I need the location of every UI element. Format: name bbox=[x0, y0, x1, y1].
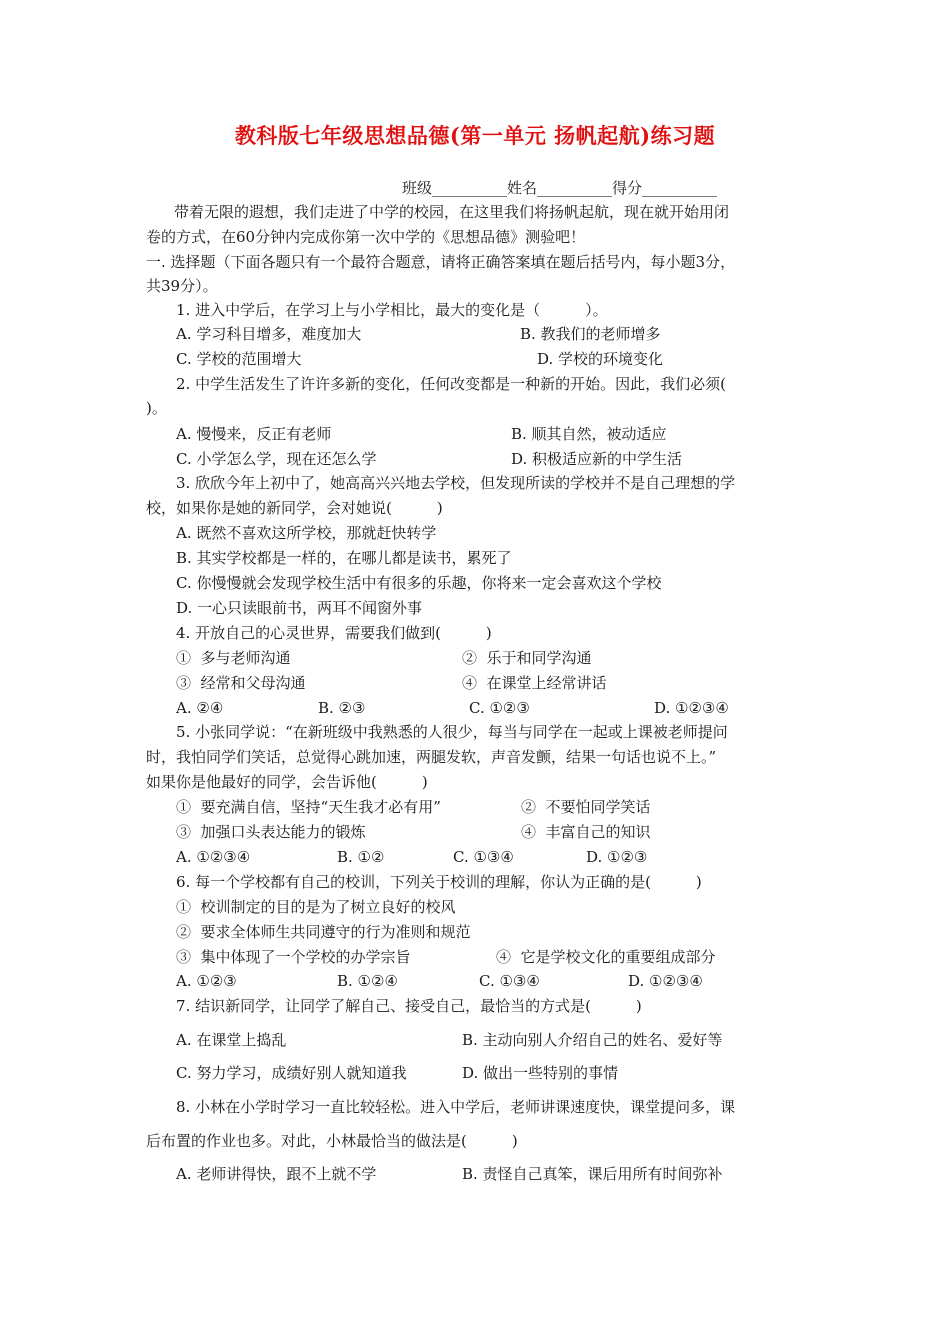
question-4-statement-4: ④ 在课堂上经常讲话 bbox=[462, 674, 607, 692]
question-3-cont: 校，如果你是她的新同学，会对她说( ) bbox=[146, 499, 443, 517]
question-7-option-a: A. 在课堂上捣乱 bbox=[176, 1031, 287, 1049]
question-6-statement-4: ④ 它是学校文化的重要组成部分 bbox=[496, 948, 716, 966]
section-heading: 一. 选择题（下面各题只有一个最符合题意，请将正确答案填在题后括号内，每小题3分， bbox=[146, 253, 736, 271]
section-heading: 共39分）。 bbox=[146, 277, 218, 295]
question-2-option-a: A. 慢慢来，反正有老师 bbox=[176, 425, 332, 443]
intro-text: 卷的方式，在60分钟内完成你第一次中学的《思想品德》测验吧！ bbox=[146, 228, 586, 246]
question-5-statement-4: ④ 丰富自己的知识 bbox=[521, 823, 651, 841]
question-5-option-d: D. ①②③ bbox=[586, 848, 648, 866]
question-1-option-d: D. 学校的环境变化 bbox=[537, 350, 664, 368]
question-2: 2. 中学生活发生了许许多新的变化，任何改变都是一种新的开始。因此，我们必须( bbox=[176, 375, 726, 393]
intro-text: 带着无限的遐想，我们走进了中学的校园，在这里我们将扬帆起航，现在就开始用闭 bbox=[174, 203, 730, 221]
question-5-statement-2: ② 不要怕同学笑话 bbox=[521, 798, 651, 816]
question-7-option-b: B. 主动向别人介绍自己的姓名、爱好等 bbox=[462, 1031, 723, 1049]
question-4-option-d: D. ①②③④ bbox=[654, 699, 729, 717]
question-2-cont: )。 bbox=[146, 399, 167, 417]
question-5-option-b: B. ①② bbox=[337, 848, 385, 866]
question-2-option-d: D. 积极适应新的中学生活 bbox=[511, 450, 683, 468]
question-4-statement-2: ② 乐于和同学沟通 bbox=[462, 649, 592, 667]
question-6-statement-2: ② 要求全体师生共同遵守的行为准则和规范 bbox=[176, 923, 471, 941]
question-6-option-b: B. ①②④ bbox=[337, 972, 398, 990]
question-7: 7. 结识新同学，让同学了解自己、接受自己，最恰当的方式是( ) bbox=[176, 997, 642, 1015]
question-5-statement-1: ① 要充满自信，坚持“天生我才必有用” bbox=[176, 798, 441, 816]
document-title: 教科版七年级思想品德(第一单元 扬帆起航)练习题 bbox=[234, 123, 716, 148]
question-8: 8. 小林在小学时学习一直比较轻松。进入中学后，老师讲课速度快，课堂提问多，课 bbox=[176, 1098, 736, 1116]
question-6-option-d: D. ①②③④ bbox=[628, 972, 703, 990]
student-info-line: 班级__________姓名__________得分__________ bbox=[402, 179, 718, 197]
question-5: 5. 小张同学说：“在新班级中我熟悉的人很少，每当与同学在一起或上课被老师提问 bbox=[176, 723, 728, 741]
question-8-cont: 后布置的作业也多。对此，小林最恰当的做法是( ) bbox=[146, 1132, 518, 1150]
question-4-option-b: B. ②③ bbox=[318, 699, 366, 717]
question-2-option-b: B. 顺其自然，被动适应 bbox=[511, 425, 667, 443]
question-7-option-c: C. 努力学习，成绩好别人就知道我 bbox=[176, 1064, 407, 1082]
question-1-option-a: A. 学习科目增多，难度加大 bbox=[176, 325, 362, 343]
question-5-statement-3: ③ 加强口头表达能力的锻炼 bbox=[176, 823, 366, 841]
question-3: 3. 欣欣今年上初中了，她高高兴兴地去学校，但发现所读的学校并不是自己理想的学 bbox=[176, 474, 736, 492]
question-1-option-b: B. 教我们的老师增多 bbox=[520, 325, 661, 343]
question-6-statement-1: ① 校训制定的目的是为了树立良好的校风 bbox=[176, 898, 456, 916]
question-1: 1. 进入中学后，在学习上与小学相比，最大的变化是（ ）。 bbox=[176, 301, 608, 319]
question-2-option-c: C. 小学怎么学，现在还怎么学 bbox=[176, 450, 377, 468]
question-1-option-c: C. 学校的范围增大 bbox=[176, 350, 302, 368]
question-3-option-c: C. 你慢慢就会发现学校生活中有很多的乐趣，你将来一定会喜欢这个学校 bbox=[176, 574, 662, 592]
question-5-option-a: A. ①②③④ bbox=[176, 848, 251, 866]
question-3-option-a: A. 既然不喜欢这所学校，那就赶快转学 bbox=[176, 524, 437, 542]
question-6-statement-3: ③ 集中体现了一个学校的办学宗旨 bbox=[176, 948, 411, 966]
question-5-option-c: C. ①③④ bbox=[453, 848, 514, 866]
question-4: 4. 开放自己的心灵世界，需要我们做到( ) bbox=[176, 624, 492, 642]
question-8-option-b: B. 责怪自己真笨，课后用所有时间弥补 bbox=[462, 1165, 723, 1183]
question-4-option-a: A. ②④ bbox=[176, 699, 224, 717]
question-5-cont: 如果你是他最好的同学，会告诉他( ) bbox=[146, 773, 428, 791]
question-3-option-d: D. 一心只读眼前书，两耳不闻窗外事 bbox=[176, 599, 423, 617]
question-3-option-b: B. 其实学校都是一样的，在哪儿都是读书，累死了 bbox=[176, 549, 512, 567]
question-6-option-a: A. ①②③ bbox=[176, 972, 237, 990]
question-6: 6. 每一个学校都有自己的校训，下列关于校训的理解，你认为正确的是( ) bbox=[176, 873, 702, 891]
question-8-option-a: A. 老师讲得快，跟不上就不学 bbox=[176, 1165, 377, 1183]
question-4-statement-3: ③ 经常和父母沟通 bbox=[176, 674, 306, 692]
question-7-option-d: D. 做出一些特别的事情 bbox=[462, 1064, 619, 1082]
question-4-option-c: C. ①②③ bbox=[469, 699, 530, 717]
question-4-statement-1: ① 多与老师沟通 bbox=[176, 649, 291, 667]
question-6-option-c: C. ①③④ bbox=[479, 972, 540, 990]
question-5-cont: 时，我怕同学们笑话，总觉得心跳加速，两腿发软，声音发颤，结果一句话也说不上。” bbox=[146, 748, 717, 766]
